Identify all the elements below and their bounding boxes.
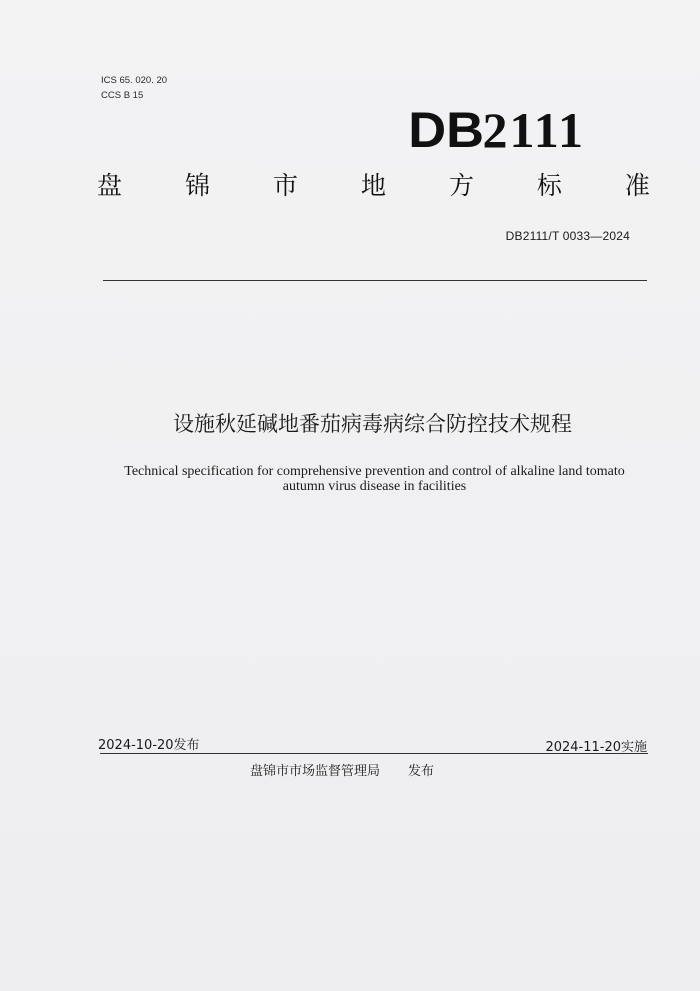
ics-code: ICS 65. 020. 20 [101, 75, 168, 86]
standard-code: DB2111/T 0033—2024 [505, 229, 630, 243]
classification-codes [101, 73, 167, 103]
standard-type-heading [97, 170, 650, 202]
standard-type-char: 标 [536, 171, 562, 200]
header-divider [103, 280, 647, 281]
standard-type-char: 地 [360, 171, 386, 200]
document-title-chinese: 设施秋延碱地番茄病毒病综合防控技术规程 [173, 412, 572, 436]
ccs-code: CCS B 15 [101, 90, 144, 101]
standard-type-char: 盘 [97, 171, 123, 200]
publish-action: 发布 [408, 764, 435, 779]
issue-date: 2024-10-20发布 [98, 738, 200, 753]
implementation-date: 2024-11-20实施 [545, 740, 647, 755]
standard-type-char: 锦 [184, 171, 210, 200]
standard-type-char: 准 [624, 171, 650, 200]
publisher-line [250, 760, 434, 779]
footer-divider [100, 753, 648, 754]
standard-type-char: 方 [448, 171, 474, 200]
logo-prefix: DB [408, 102, 485, 158]
standard-type-char: 市 [272, 171, 298, 200]
publisher-name: 盘锦市市场监督管理局 [250, 764, 381, 779]
document-title-english: Technical specification for comprehensive prevention and control of alkaline land tomato autumn virus disease in facilities [124, 464, 625, 494]
logo-number: 2111 [482, 102, 585, 158]
standard-logo [410, 102, 585, 158]
